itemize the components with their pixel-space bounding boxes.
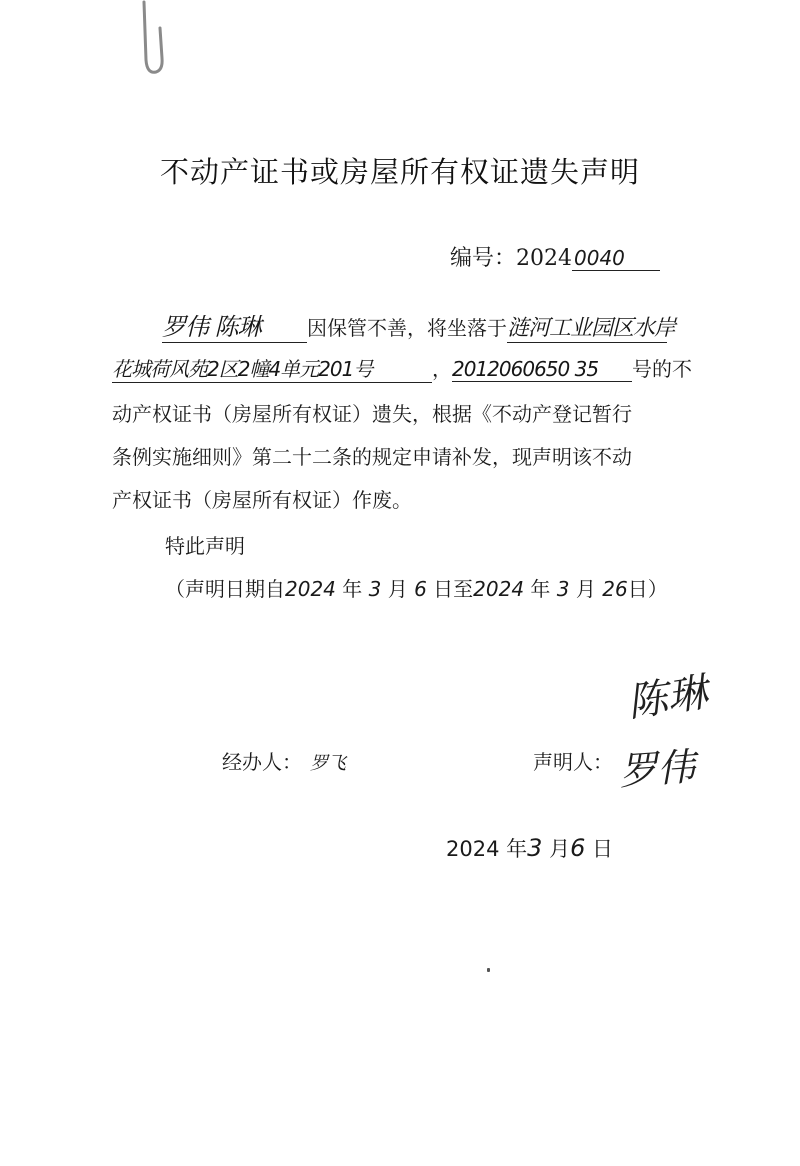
period-day-to: 日至 bbox=[426, 577, 474, 601]
agent-field bbox=[222, 746, 346, 775]
period-month-char-2: 月 bbox=[569, 577, 603, 601]
declarant-signatures bbox=[615, 660, 725, 800]
statement-line-5: 产权证书（房屋所有权证）作废。 bbox=[112, 488, 412, 512]
statement-line-2 bbox=[112, 353, 702, 383]
period-year-char-2: 年 bbox=[524, 577, 557, 601]
certificate-number: 2012060650 35 bbox=[452, 357, 632, 382]
serial-number-label: 编号：2024 bbox=[450, 246, 572, 271]
date-month: 3 bbox=[527, 834, 543, 862]
agent-signature: 罗飞 bbox=[310, 753, 346, 774]
period-suffix: 日） bbox=[627, 577, 668, 601]
period-start-month: 3 bbox=[368, 577, 382, 601]
date-day-char: 日 bbox=[585, 837, 614, 861]
serial-number bbox=[450, 241, 660, 272]
period-month-char: 月 bbox=[381, 577, 415, 601]
hao-de-bu-text: 号的不 bbox=[632, 357, 692, 381]
declaration-period bbox=[165, 573, 668, 602]
statement-line-3: 动产权证书（房屋所有权证）遗失，根据《不动产登记暂行 bbox=[112, 402, 632, 426]
agent-label: 经办人： bbox=[222, 750, 302, 774]
owner-names: 罗伟 陈琳 bbox=[162, 307, 307, 343]
statement-line-4: 条例实施细则》第二十二条的规定申请补发，现声明该不动 bbox=[112, 445, 632, 469]
period-end-year: 2024 bbox=[473, 577, 525, 601]
declarant-signature-top: 陈琳 bbox=[624, 669, 711, 727]
period-end-month: 3 bbox=[556, 577, 570, 601]
declarant-field bbox=[533, 746, 613, 775]
period-end-day: 26 bbox=[602, 577, 628, 601]
paper-clip-icon bbox=[132, 0, 172, 80]
declarant-signature-bottom: 罗伟 bbox=[617, 744, 697, 794]
serial-number-handwritten: 0040 bbox=[572, 246, 660, 271]
date-month-char: 月 bbox=[542, 837, 571, 861]
period-start-day: 6 bbox=[414, 577, 427, 601]
declarant-label: 声明人： bbox=[533, 750, 613, 774]
document-title: 不动产证书或房屋所有权证遗失声明 bbox=[159, 155, 640, 189]
statement-line-1 bbox=[162, 307, 702, 343]
comma-separator: ， bbox=[432, 357, 452, 381]
date-year: 2024 年 bbox=[446, 837, 528, 861]
period-start-year: 2024 bbox=[285, 577, 336, 601]
signing-date bbox=[446, 833, 613, 863]
date-day: 6 bbox=[570, 834, 586, 862]
reason-text: 因保管不善，将坐落于 bbox=[307, 316, 507, 340]
period-year-char: 年 bbox=[335, 577, 369, 601]
ink-speck bbox=[487, 968, 490, 972]
address-part-2: 花城荷风苑2区2幢4单元201号 bbox=[112, 353, 432, 383]
special-note: 特此声明 bbox=[165, 534, 245, 558]
period-prefix: （声明日期自 bbox=[165, 577, 285, 601]
address-part-1: 涟河工业园区水岸 bbox=[507, 311, 667, 343]
